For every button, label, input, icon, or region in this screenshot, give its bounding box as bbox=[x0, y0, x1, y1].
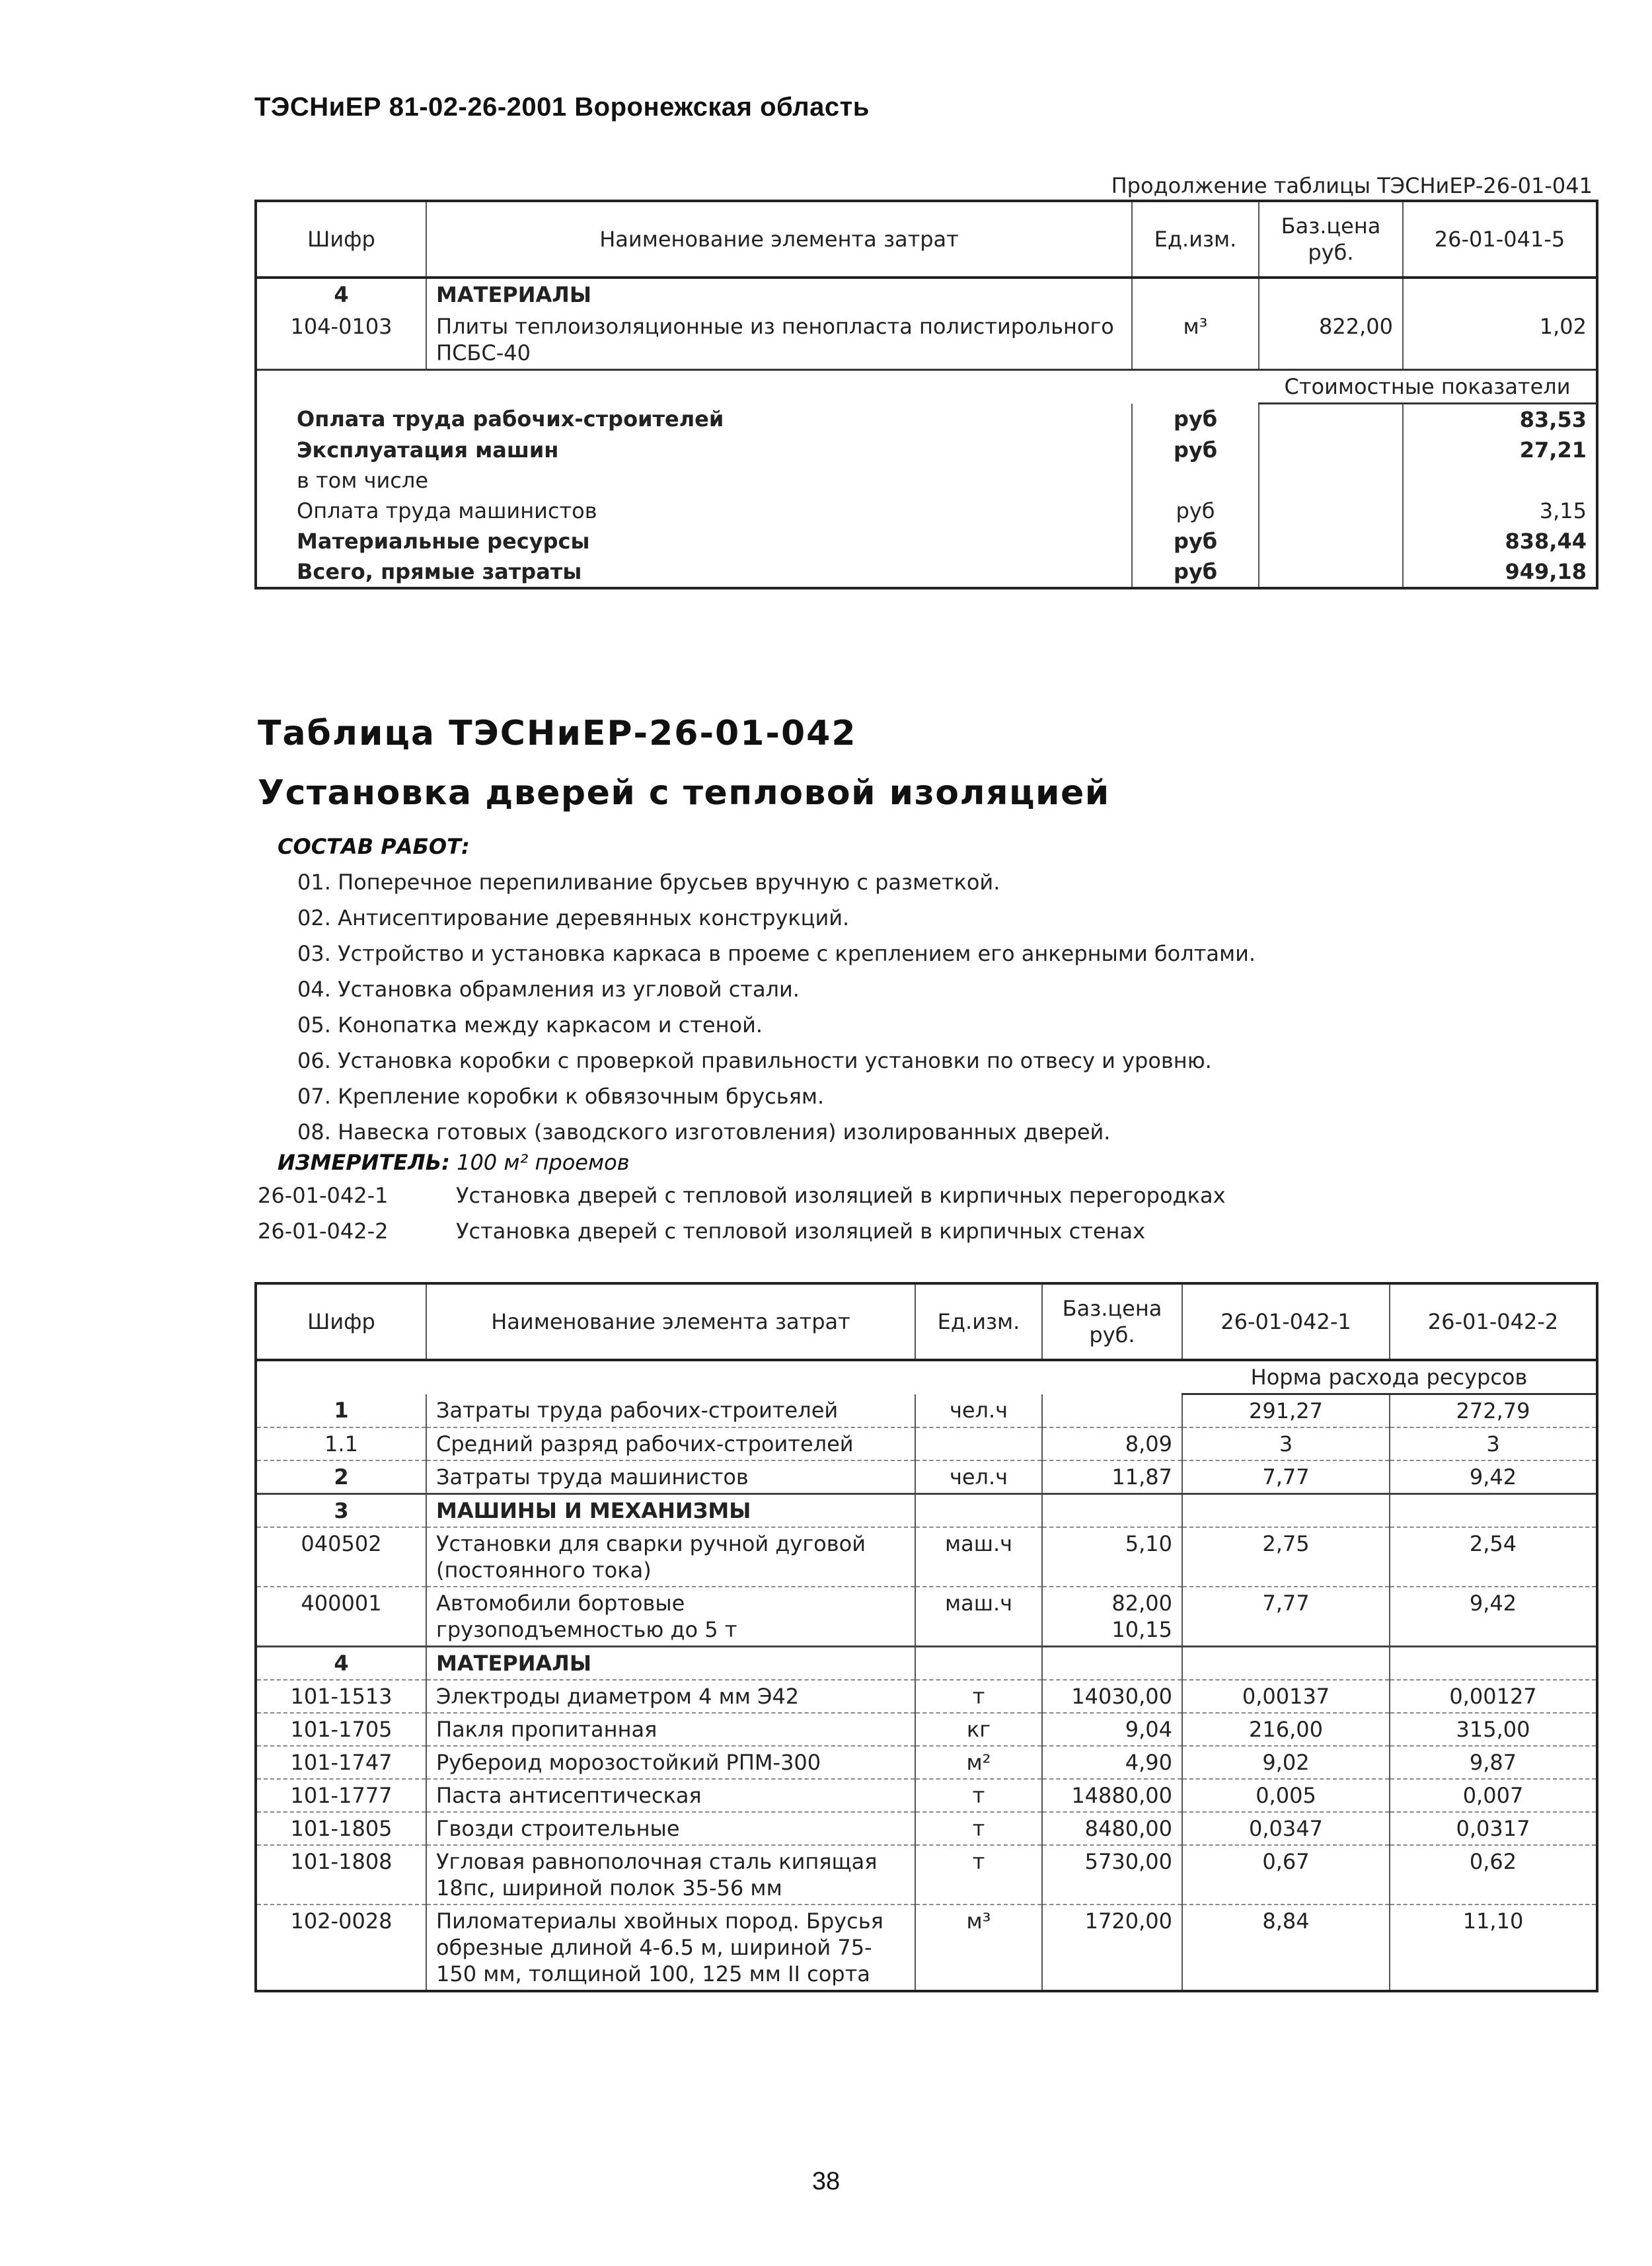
cost-unit: руб bbox=[1132, 556, 1259, 588]
name-cell: Электроды диаметром 4 мм Э42 bbox=[426, 1680, 915, 1713]
table-row bbox=[256, 1746, 1597, 1779]
name-cell: Рубероид морозостойкий РПМ-300 bbox=[426, 1746, 915, 1779]
price-cell: 9,04 bbox=[1042, 1713, 1182, 1746]
measurement-value: 100 м² проемов bbox=[457, 1150, 630, 1175]
value-cell: 1,02 bbox=[1539, 314, 1587, 339]
table-row bbox=[256, 1713, 1597, 1746]
work-step: 03. Устройство и установка каркаса в проеме с креплением его анкерными болтами. bbox=[297, 941, 1256, 966]
code-cell: 101-1777 bbox=[256, 1779, 426, 1812]
code-id: 26-01-042-1 bbox=[258, 1183, 389, 1208]
page-number: 38 bbox=[811, 2168, 841, 2195]
price-cell: 8,09 bbox=[1042, 1427, 1182, 1460]
price-cell: 82,00 10,15 bbox=[1042, 1587, 1182, 1647]
cost-unit bbox=[1132, 465, 1259, 496]
cost-row bbox=[256, 404, 1597, 435]
name-cell: Затраты труда рабочих-строителей bbox=[426, 1394, 915, 1428]
cost-header: Стоимостные показатели bbox=[1259, 370, 1597, 404]
work-composition-label: СОСТАВ РАБОТ: bbox=[278, 834, 470, 859]
price-cell: 822,00 bbox=[1259, 311, 1403, 370]
name-cell: МАШИНЫ И МЕХАНИЗМЫ bbox=[426, 1494, 915, 1528]
cost-row bbox=[256, 526, 1597, 556]
code-cell: 040502 bbox=[256, 1527, 426, 1587]
cost-unit: руб bbox=[1132, 526, 1259, 556]
value-cell bbox=[1390, 1494, 1597, 1528]
table1-header-row bbox=[256, 201, 1597, 278]
document-header: ТЭСНиЕР 81-02-26-2001 Воронежская область bbox=[254, 93, 870, 122]
code-id: 26-01-042-2 bbox=[258, 1219, 389, 1244]
section-row bbox=[256, 1647, 1597, 1681]
header-cell: Ед.изм. bbox=[915, 1283, 1042, 1360]
unit-cell: т bbox=[915, 1845, 1042, 1905]
code-cell: 102-0028 bbox=[256, 1905, 426, 1991]
code-entry bbox=[258, 1213, 1226, 1249]
table2-header-row bbox=[256, 1283, 1597, 1360]
empty-cell bbox=[256, 370, 1259, 404]
empty-cell bbox=[1259, 435, 1403, 465]
cost-value: 3,15 bbox=[1539, 498, 1587, 523]
value-cell: 9,02 bbox=[1182, 1746, 1390, 1779]
name-cell: Автомобили бортовые грузоподъемностью до 5 т bbox=[426, 1587, 915, 1647]
name-cell: Затраты труда машинистов bbox=[426, 1460, 915, 1494]
table-row bbox=[256, 1812, 1597, 1845]
name-cell: Установки для сварки ручной дуговой (постоянного тока) bbox=[426, 1527, 915, 1587]
price-cell: 1720,00 bbox=[1042, 1905, 1182, 1991]
norm-header: Норма расхода ресурсов bbox=[1182, 1360, 1597, 1394]
empty-cell bbox=[256, 1360, 1182, 1394]
header-cell: Баз.цена руб. bbox=[1042, 1283, 1182, 1360]
value-cell bbox=[1182, 1647, 1390, 1681]
price-cell bbox=[1042, 1394, 1182, 1428]
name-cell: Пиломатериалы хвойных пород. Брусья обрезные длиной 4-6.5 м, шириной 75-150 мм, толщиной 100, 125 мм II сорта bbox=[426, 1905, 915, 1991]
cost-name: Эксплуатация машин bbox=[256, 435, 1132, 465]
cost-value: 83,53 bbox=[1519, 407, 1587, 432]
unit-cell: т bbox=[915, 1812, 1042, 1845]
table-row bbox=[256, 1845, 1597, 1905]
table-26-01-042 bbox=[254, 1282, 1598, 1992]
code-entry bbox=[258, 1178, 1226, 1213]
price-cell: 14030,00 bbox=[1042, 1680, 1182, 1713]
cost-unit: руб bbox=[1132, 496, 1259, 526]
cost-unit: руб bbox=[1132, 435, 1259, 465]
code-cell: 101-1808 bbox=[256, 1845, 426, 1905]
value-cell: 3 bbox=[1182, 1427, 1390, 1460]
unit-cell: м² bbox=[915, 1746, 1042, 1779]
value-cell: 9,87 bbox=[1390, 1746, 1597, 1779]
work-step: 06. Установка коробки с проверкой правильности установки по отвесу и уровню. bbox=[297, 1048, 1212, 1073]
table-row bbox=[256, 1779, 1597, 1812]
code-description: Установка дверей с тепловой изоляцией в кирпичных перегородках bbox=[456, 1183, 1226, 1208]
table-row bbox=[256, 1394, 1597, 1428]
name-cell: Средний разряд рабочих-строителей bbox=[426, 1427, 915, 1460]
name-cell: Паста антисептическая bbox=[426, 1779, 915, 1812]
value-cell: 291,27 bbox=[1182, 1394, 1390, 1428]
code-description: Установка дверей с тепловой изоляцией в кирпичных стенах bbox=[456, 1219, 1146, 1244]
table-row bbox=[256, 1527, 1597, 1587]
code-cell: 101-1747 bbox=[256, 1746, 426, 1779]
price-cell: 14880,00 bbox=[1042, 1779, 1182, 1812]
cost-unit: руб bbox=[1132, 404, 1259, 435]
code-cell: 3 bbox=[256, 1494, 426, 1528]
unit-cell: маш.ч bbox=[915, 1587, 1042, 1647]
unit-cell: чел.ч bbox=[915, 1460, 1042, 1494]
value-cell: 0,0317 bbox=[1390, 1812, 1597, 1845]
cost-value: 949,18 bbox=[1505, 559, 1587, 584]
header-cell: Наименование элемента затрат bbox=[426, 201, 1132, 278]
unit-cell: м³ bbox=[1132, 311, 1259, 370]
empty-cell bbox=[1403, 278, 1597, 311]
header-cell: 26-01-042-1 bbox=[1182, 1283, 1390, 1360]
price-cell: 8480,00 bbox=[1042, 1812, 1182, 1845]
price-cell: 5730,00 bbox=[1042, 1845, 1182, 1905]
cost-row bbox=[256, 465, 1597, 496]
empty-cell bbox=[1259, 404, 1403, 435]
cost-value: 27,21 bbox=[1519, 437, 1587, 463]
empty-cell bbox=[1259, 556, 1403, 588]
unit-cell bbox=[915, 1427, 1042, 1460]
value-cell: 0,67 bbox=[1182, 1845, 1390, 1905]
value-cell: 0,005 bbox=[1182, 1779, 1390, 1812]
section-row bbox=[256, 278, 1597, 311]
unit-cell: маш.ч bbox=[915, 1527, 1042, 1587]
value-cell: 0,00137 bbox=[1182, 1680, 1390, 1713]
header-cell: 26-01-041-5 bbox=[1403, 201, 1597, 278]
value-cell: 2,75 bbox=[1182, 1527, 1390, 1587]
unit-cell bbox=[915, 1647, 1042, 1681]
empty-cell bbox=[1259, 526, 1403, 556]
section-name: МАТЕРИАЛЫ bbox=[426, 278, 1132, 311]
header-cell: Баз.цена руб. bbox=[1259, 201, 1403, 278]
code-cell: 400001 bbox=[256, 1587, 426, 1647]
value-cell: 3 bbox=[1390, 1427, 1597, 1460]
code-cell: 104-0103 bbox=[256, 311, 426, 370]
cost-value: 838,44 bbox=[1505, 529, 1587, 554]
value-cell: 9,42 bbox=[1390, 1587, 1597, 1647]
measurement-unit bbox=[278, 1150, 630, 1175]
work-step: 07. Крепление коробки к обвязочным брусьям. bbox=[297, 1084, 825, 1109]
code-cell: 1 bbox=[256, 1394, 426, 1428]
measurement-label: ИЗМЕРИТЕЛЬ: bbox=[278, 1150, 450, 1175]
value-cell bbox=[1182, 1494, 1390, 1528]
value-cell: 315,00 bbox=[1390, 1713, 1597, 1746]
code-cell: 4 bbox=[256, 1647, 426, 1681]
continuation-label: Продолжение таблицы ТЭСНиЕР-26-01-041 bbox=[1111, 173, 1593, 198]
cost-name: Всего, прямые затраты bbox=[256, 556, 1132, 588]
table-row bbox=[256, 1427, 1597, 1460]
work-step: 01. Поперечное перепиливание брусьев вручную с разметкой. bbox=[297, 870, 1000, 895]
header-cell: Наименование элемента затрат bbox=[426, 1283, 915, 1360]
value-cell: 9,42 bbox=[1390, 1460, 1597, 1494]
table2-title: Таблица ТЭСНиЕР-26-01-042 bbox=[258, 714, 857, 753]
price-cell bbox=[1042, 1494, 1182, 1528]
name-cell: МАТЕРИАЛЫ bbox=[426, 1647, 915, 1681]
price-cell: 5,10 bbox=[1042, 1527, 1182, 1587]
cost-row bbox=[256, 556, 1597, 588]
header-cell: 26-01-042-2 bbox=[1390, 1283, 1597, 1360]
empty-cell bbox=[1259, 465, 1403, 496]
table-row bbox=[256, 1905, 1597, 1991]
code-list bbox=[258, 1178, 1226, 1249]
code-cell: 2 bbox=[256, 1460, 426, 1494]
empty-cell bbox=[1259, 496, 1403, 526]
value-cell: 11,10 bbox=[1390, 1905, 1597, 1991]
name-cell: Гвозди строительные bbox=[426, 1812, 915, 1845]
unit-cell: т bbox=[915, 1779, 1042, 1812]
section-code: 4 bbox=[256, 278, 426, 311]
price-cell: 11,87 bbox=[1042, 1460, 1182, 1494]
section-row bbox=[256, 1494, 1597, 1528]
price-cell bbox=[1042, 1647, 1182, 1681]
code-cell: 101-1705 bbox=[256, 1713, 426, 1746]
code-cell: 101-1513 bbox=[256, 1680, 426, 1713]
cost-name: в том числе bbox=[256, 465, 1132, 496]
value-cell: 8,84 bbox=[1182, 1905, 1390, 1991]
work-step: 05. Конопатка между каркасом и стеной. bbox=[297, 1012, 763, 1038]
value-cell: 0,007 bbox=[1390, 1779, 1597, 1812]
table-row bbox=[256, 311, 1597, 370]
cost-name: Оплата труда рабочих-строителей bbox=[256, 404, 1132, 435]
name-cell: Плиты теплоизоляционные из пенопласта полистирольного ПСБС-40 bbox=[426, 311, 1132, 370]
table-26-01-041 bbox=[254, 200, 1598, 589]
header-cell: Ед.изм. bbox=[1132, 201, 1259, 278]
empty-cell bbox=[1132, 278, 1259, 311]
unit-cell: кг bbox=[915, 1713, 1042, 1746]
table-row bbox=[256, 1680, 1597, 1713]
unit-cell: чел.ч bbox=[915, 1394, 1042, 1428]
price-cell: 4,90 bbox=[1042, 1746, 1182, 1779]
header-cell: Шифр bbox=[256, 1283, 426, 1360]
cost-value bbox=[1403, 465, 1597, 496]
value-cell: 7,77 bbox=[1182, 1460, 1390, 1494]
norm-header-row bbox=[256, 1360, 1597, 1394]
unit-cell: т bbox=[915, 1680, 1042, 1713]
value-cell bbox=[1390, 1647, 1597, 1681]
name-cell: Пакля пропитанная bbox=[426, 1713, 915, 1746]
unit-cell: м³ bbox=[915, 1905, 1042, 1991]
value-cell: 2,54 bbox=[1390, 1527, 1597, 1587]
unit-cell bbox=[915, 1494, 1042, 1528]
value-cell: 272,79 bbox=[1456, 1398, 1530, 1423]
cost-header-row bbox=[256, 370, 1597, 404]
name-cell: Угловая равнополочная сталь кипящая 18пс, шириной полок 35-56 мм bbox=[426, 1845, 915, 1905]
code-cell: 1.1 bbox=[256, 1427, 426, 1460]
header-cell: Шифр bbox=[256, 201, 426, 278]
value-cell: 7,77 bbox=[1182, 1587, 1390, 1647]
value-cell: 0,0347 bbox=[1182, 1812, 1390, 1845]
cost-row bbox=[256, 496, 1597, 526]
cost-row bbox=[256, 435, 1597, 465]
value-cell: 0,00127 bbox=[1390, 1680, 1597, 1713]
work-steps-list bbox=[297, 864, 1256, 1150]
code-cell: 101-1805 bbox=[256, 1812, 426, 1845]
work-step: 04. Установка обрамления из угловой стали. bbox=[297, 977, 800, 1002]
work-step: 08. Навеска готовых (заводского изготовления) изолированных дверей. bbox=[297, 1119, 1111, 1145]
value-cell: 0,62 bbox=[1390, 1845, 1597, 1905]
value-cell: 216,00 bbox=[1182, 1713, 1390, 1746]
cost-name: Оплата труда машинистов bbox=[256, 496, 1132, 526]
work-step: 02. Антисептирование деревянных конструкций. bbox=[297, 905, 850, 930]
cost-name: Материальные ресурсы bbox=[256, 526, 1132, 556]
table-row bbox=[256, 1587, 1597, 1647]
table2-subtitle: Установка дверей с тепловой изоляцией bbox=[258, 773, 1110, 813]
table-row bbox=[256, 1460, 1597, 1494]
empty-cell bbox=[1259, 278, 1403, 311]
